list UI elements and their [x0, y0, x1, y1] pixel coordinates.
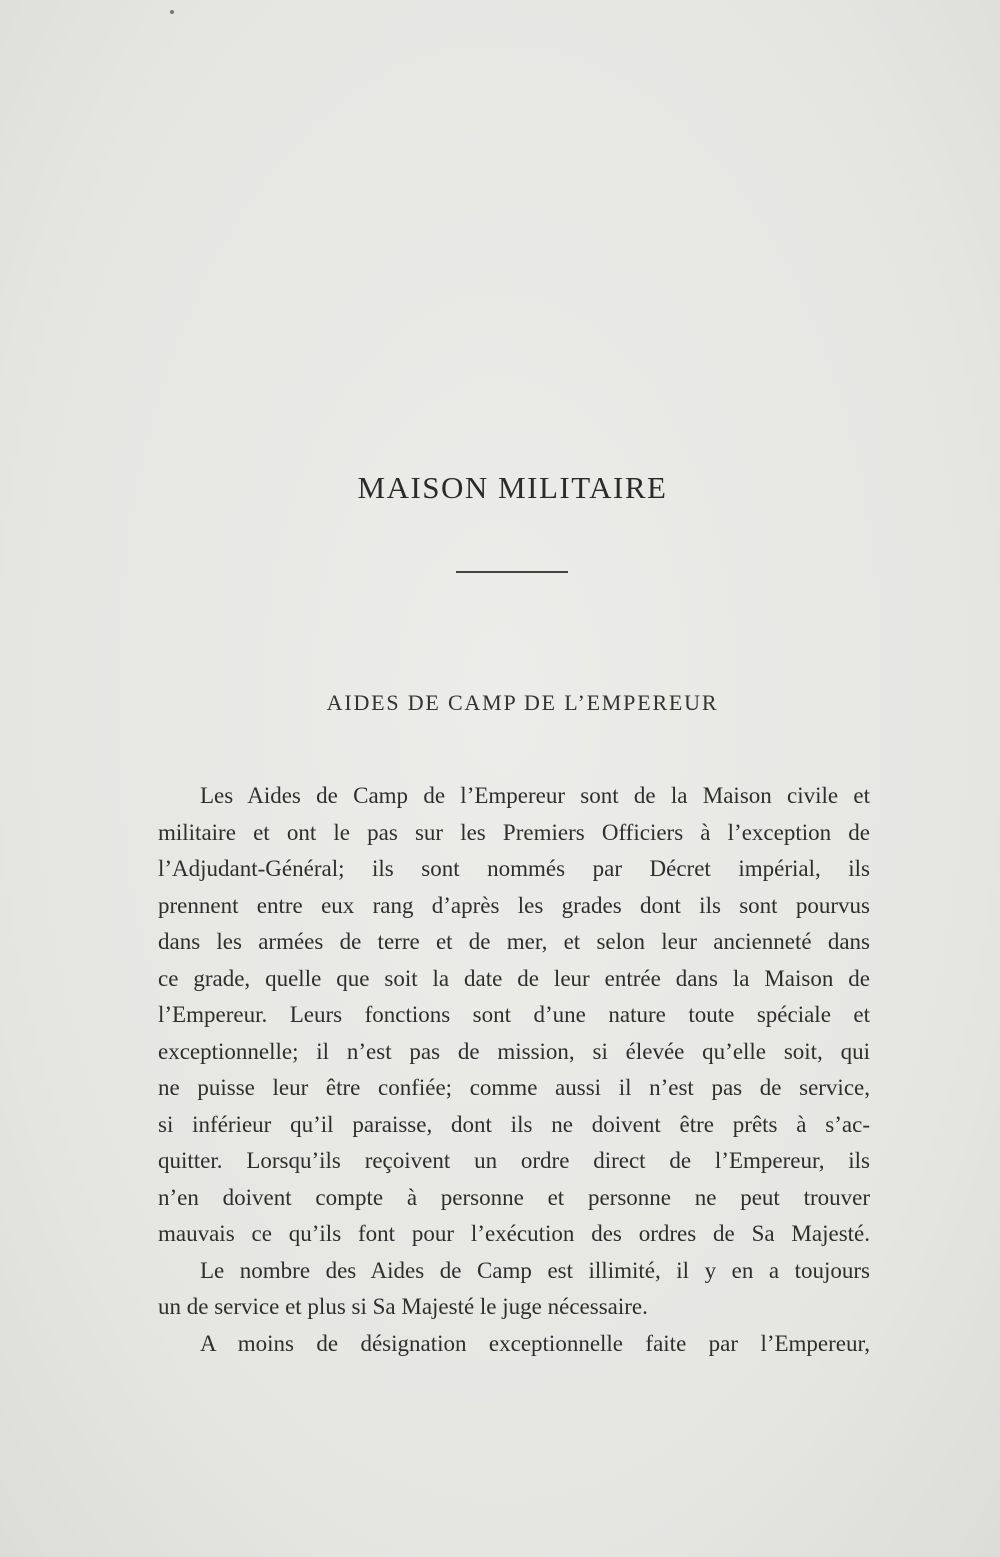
text-line: Le nombre des Aides de Camp est illimité, il y en a toujours: [200, 1257, 870, 1283]
text-line: mauvais ce qu’ils font pour l’exécution des ordres de Sa Majesté.: [158, 1221, 870, 1246]
text-line: exceptionnelle; il n’est pas de mission, si élevée qu’elle soit, qui: [158, 1038, 870, 1064]
text-line: n’en doivent compte à personne et personne ne peut trouver: [158, 1184, 870, 1210]
section-title: AIDES DE CAMP DE L’EMPEREUR: [326, 690, 719, 715]
title-rule: [456, 571, 568, 573]
text-line: si inférieur qu’il paraisse, dont ils ne doivent être prêts à s’ac-: [158, 1111, 870, 1137]
text-line: quitter. Lorsqu’ils reçoivent un ordre direct de l’Empereur, ils: [158, 1148, 870, 1173]
text-line: l’Adjudant-Général; ils sont nommés par Décret impérial, ils: [158, 856, 870, 881]
body-text: [158, 778, 870, 1362]
text-line: ne puisse leur être confiée; comme aussi il n’est pas de service,: [158, 1075, 870, 1100]
text-line: Les Aides de Camp de l’Empereur sont de la Maison civile et: [200, 783, 870, 808]
text-line: dans les armées de terre et de mer, et selon leur ancienneté dans: [158, 929, 870, 954]
text-line: militaire et ont le pas sur les Premiers Officiers à l’exception de: [158, 819, 870, 845]
text-line: ce grade, quelle que soit la date de leur entrée dans la Maison de: [158, 965, 870, 991]
text-line: prennent entre eux rang d’après les grades dont ils sont pourvus: [158, 892, 870, 918]
text-line: A moins de désignation exceptionnelle faite par l’Empereur,: [200, 1330, 870, 1356]
ink-speck: [170, 10, 174, 14]
text-line: l’Empereur. Leurs fonctions sont d’une nature toute spéciale et: [158, 1002, 870, 1027]
page-title: MAISON MILITAIRE: [357, 470, 668, 505]
text-line: un de service et plus si Sa Majesté le juge nécessaire.: [158, 1294, 648, 1319]
